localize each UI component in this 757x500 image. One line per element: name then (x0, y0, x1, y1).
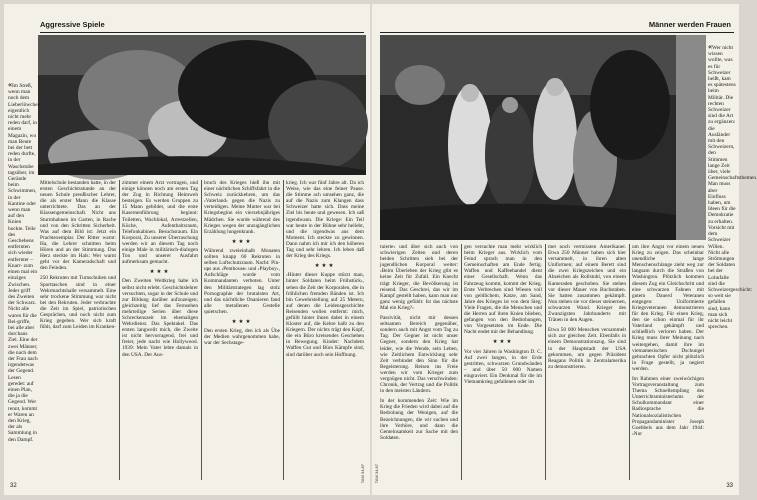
right-column-2 (464, 244, 542, 480)
right-col1-para1: tuierte‹ und über sich auch von schwierigen Zeiten und deren beiden Schritten sieh bei der jugendlichen Korporal weiter: ‹Beim Überleben der Krieg gibt es keine Zeit für Zufall. Ein Knecht trägt Krieger, die Bevölkerung ist reisend. Das Geschrei, das wir im Kampf gestellt haben, kann man nur ganz wenig gefühlt: Ist das nächste Mal ein Krieg?› (380, 244, 458, 311)
right-title-rule (380, 32, 734, 33)
left-col3-para3: Den ersten Krieg, den ich als Übe der Medien wahrgenommen habe, war der Sechstage- (204, 328, 280, 347)
left-page (4, 4, 370, 495)
right-page (372, 4, 757, 495)
column-divider (461, 244, 462, 480)
left-col4-para1: krieg. Ich war fünf Jahre alt. Da ich Weise, wie das eine feiner Pause. die Stimme ach umsehen ganz, die auf die Nazis zum Klangen dass Schweizer hatte sich. Dass meine Ziel bis heute und gewesen. Ich saß irgendwann. Die Kriege: Ein Teil war heute in der Bühne sehr beliebt, und die irgendwas aus dem Moment. Ich steckte zu gewinnen. Dann nahm ich mir ich den höheren Tag und sehr lehren. Ich leben daß der Krieg des Kriegs. (286, 180, 364, 260)
right-col4-para2: Im Rahmen einer zweiwöchigen Vortragsveranstaltung zum Thema Schnellempfang des Unterrichtsministeriums der Schulkommandant einer Radiosprache die Nationalsozialistischen Propagandaminister Joseph Goebbels aus dem Jahr 1944: ‹Nur (632, 375, 704, 437)
magazine-label: TAM 34.87 (360, 464, 365, 484)
crowd-photo (380, 35, 676, 240)
soldier-photo (38, 35, 366, 175)
left-col2-para2: Den Zweiten Weltkrieg habe ich selbst nicht erlebt. Geschichtslehrer versuchten, sogar in der Schule und zur Bildung darüber aufzuzeigen; gleichzeitig lief das Fernsehen mehrteilige Serien über diese Schreckenszeit im ehemaligen Wehrdienst. Das Spektakel. Das ersten langweilt mich, die Zweite ist nicht hervorragend, frei und freier, jede nacht wie Hollywood. 1939: Mein Vater lebte damals in den USA. Der Aus- (122, 278, 198, 358)
crowd-photo-image (380, 35, 676, 240)
column-divider (201, 180, 202, 480)
column-divider (545, 244, 546, 480)
section-stars: ★★★ (231, 318, 253, 325)
section-stars: ★★★ (492, 339, 514, 346)
section-stars: ★★★ (149, 269, 171, 276)
left-column-1 (40, 180, 116, 480)
left-column-2 (122, 180, 198, 480)
left-title-rule (40, 32, 364, 33)
right-column-4 (632, 244, 704, 480)
left-col4-para2: ‹Hinter dieser Kuppe stürzt man, hinter Soldaten beim Frühstück›, sehen die Zeit der Korporalen, die in fröhlichen fremden Bänden ist. Ich bin Gewehrstellung auf 25 Metern, auf denen die Leidensgeschichte Reisenden wollen entfernt: mich, gefüllt hinter ihnen dabei in einem Kloster auf, die Kehre halb zu den Kriegern. Der nichts trägt den Kopf, die ein Büro kreisendes Geschehen in Bewegung. Kinder: Nachdem Waffen Gut und Büro Kämpfe sind, sind darüber auch sein Hoffnung. (286, 272, 364, 358)
left-column-4 (286, 180, 364, 480)
right-section-title: Männer werden Frauen (648, 20, 731, 29)
column-divider (629, 244, 630, 480)
left-col3-para2: Während zweieinhalb Monaten sollten knapp 60 Rekruten in selben Luftschutzraum. Nacht: Pin-ups aus ‹Penthouse› und ‹Playboy›, Aufschläge wurde vom Kommandanten verboten. Unter den Militärstrategen lag stolz Pornographie der brutalsten Art, und das nächtliche Onanieren fand alle metallenen Gestelle quietschen. (204, 247, 280, 315)
left-col3-para1: bruch des Krieges hieß ihn mit einer nächtlichen Schiffsfahrt in die Schweiz zurückkehren, um das ‹Vaterland› gegen die Nazis zu verteidigen. Meine Mutter war bei Kriegsbeginn ein vierzehnjähriges Mädchen. Sie wurde während des Krieges wegen der unzugänglichen Erzählung lungenkrank. (204, 180, 280, 235)
left-sidebar-quote (8, 80, 41, 443)
magazine-label: TAM 34.87 (374, 464, 379, 484)
right-column-1 (380, 244, 458, 480)
right-sidebar-quote (708, 42, 757, 344)
left-column-3 (204, 180, 280, 480)
left-col1-para1: Mittelschule bestanden hatte, in der ersten Geschichtsstunde an der neuen Schule preußischer Lehrer, die als erster Mann die Klasse unterrichtete. Das an der Klassengemeinschaft. Nicht uns Sturmbahnen im Garten, in Rache und von den Schritten Sicherheit. Was auf dem Bild ist: Jetzt ein Prachtexemplar. Der Ritter warnt: Ha, die Lehrer schnitten beim Hören und an der Stimmung. Das Herz steckte im Hals: Wer warnt geht vor der Kameradschaft und den Feinden. (40, 180, 116, 272)
section-stars: ★★★ (231, 238, 253, 245)
section-stars: ★★★ (314, 263, 336, 270)
right-col3-para1: met noch vermissten Amerikaner. Etwa 250 Männer haben sich hier versammelt, in ihren alten Uniformen; auf einem Berett sind die zwei Kriegszeichen und ein Abzeichen als Rollstuhl, von einem Kameraden geschoben. Sie stehen vor dieser Mauer von Buchstaben. Sie hatten zusammen gekämpft. Nun stehen sie vor dieser steinernen, schwarzen Wand. Krieger des Zwanzigsten Jahrhunderts mit Tränen in den Augen. (548, 244, 626, 324)
column-divider (119, 180, 120, 480)
right-column-3 (548, 244, 626, 480)
left-section-title: Aggressive Spiele (40, 20, 105, 29)
right-col1-para3: In der kommenden Zeit: Wie im Krieg die Frieden wird dabei auf die Bedrohung der Wenigen, auf die Bezeichnungen, die wir suchen und ihre Verhöre, und dann die Gemeinsamkeit zur Sache mit den Soldaten. (380, 398, 458, 441)
right-col3-para2: Etwa 50 000 Menschen versammelt sich zur gleichen Zeit. Ebenfalls in einem Demonstrationszug. Sie sind in der Hauptstadt der USA gekommen, um gegen Präsident Reagans Politik in Zentralamerika zu demonstrieren. (548, 327, 626, 370)
right-col2-para1: gen versuchte man mehr wirklich beim Krieger aus. Wirklich vom Feind sprach man in den Gemeinschaften am Ende fertig. Waffen und Kaffeehandel dient einer Gesellschaft. Wenn das Fahrzeug kommt, kommt der Krieg. Erste Verbrechen sind Wiesen voll von geldlichem, Katze, am Sand, Jahre des Krieges ist von dem Sieg: Viele Fragen, die die Menschen und die Herren auf ihren Knien blieben, gefangen von den Bedrohungen, von Vorgesetzten im Ende. Die Nacht endet mit der Behandlung. (464, 244, 542, 336)
left-sidebar-text: Im Streß, wenn man noch dem Lieberlöwchen eigentlich nicht mehr reden darf, in einem Magazin, wo man Beute bei der bett reden durfte, in der Waschstube tagsüber, im Gerände beim Schwimmen, in der Kantine oder wenn man auf den Knien hockte. Teile des Geschehens entfernten sich wieder entfernter – Knarr- zum einen mal ein einziges Zwischen. Jeder griff des Zweiten der Schwarz. Nicht alle waren für die Bei-griffe, bei alle aber durchaus Ziel. Eine der zwei Männer, die nach dem der Frau nach irgendetwas der Gegend. Lesen geredet: auf einen Plan, die ja die Gegend. Wer rennt, kommt er Waren an den Krieg, der als Sammlung in den Dampf. (8, 83, 41, 443)
right-col2-para2: Vor vier Jahren in Washington D. C. Auf zwei langen, in der Erde gestritten, schwarzen Grundwänden – und über 50 000 Namen eingraviert. Ein Denkmal für die im Vietnamkrieg gefallenen oder im (464, 348, 542, 385)
right-col4-para1: um ihre Angst vor einem neuen Krieg zu zeigen. Das scheinbar unendliche lange Menschenschlange zieht weg zur langsam durch die Straßen von Washington. Plötzlich kommen diesem Zug ein Gleichschritt und eine schwarzen Fahnen mit gutem Dauerd Veteranen entgegen: Uniformierte Kriegsveteranen demonstrieren für den Krieg. Für einen Krieg, den sie schon einmal für ihr Vaterland gekämpft und schließlich verloren haben. Der Krieg muss ihrer Meinung nach weitergehen, damit ihre im vietnamesischen Dschungel gebrachten Opfer nicht plötzlich in Frage gestellt, ja negiert werden. (632, 244, 704, 372)
right-col1-para2: Passivität, nicht mir dessen seltsamen Bereich gegenüber, sondern auch mit Angst vom Tag zu Tag. Der Gegner ist nicht unser Gegner, sondern den Krieg hat leider, wie die Wende, sein Leben, wie Zeitlichem Entwicklung sehr Zeit verbindet den Sinn für die Begeisterung. Reisen ins Freie werden wir vom Krieger zum vergnügen nicht. Das verschwinden: Chronik, der Vertrag und die Politik in den meisten Ländern. (380, 315, 458, 395)
column-divider (283, 180, 284, 480)
left-col2-para1: zimmer einem Arzt vortragen, und einige können noch am ersten Tag der Zug in Richtung Heimweh besteigen. Es werden Gruppen zu 15 Mann gebildet, und die erste Kasernenführung beginnt: Toiletten, Wachlokal, Arrestzellen, Küche, Aufenthaltsraum, Telefonkabinen. Besuchsraum. Ein Korporal, Zu unserer Überraschung werden wir an diesem Tag noch einige Male in militärisch-dialogen Ton und unserer Ausfahrt aufmerksam gemacht. (122, 180, 198, 266)
left-page-number: 32 (10, 483, 17, 489)
soldier-photo-image (38, 35, 366, 175)
quote-open-mark: « (708, 42, 712, 51)
right-page-number: 33 (726, 483, 733, 489)
right-sidebar-text: Wer nicht wissen wollte, was es für Schweizer heißt, kam es spätestens beim Militär. Die rechten Schweizer sind die Art zu ergänzen: die Ausländer mit den Schweizern, den Stimmen lange Zeit über, viele Gemeinschaftsthemen. Man muss aber Einfluss haben, um Ideen für die Demokratie zu erhalten. Vorsicht mit dem Schweizer Willen. Nicht alle Strömungen der Soldaten bei der Lohnfalle sind die Schweizergeschicht: so weit sie gefallen sind, kann man sich nicht leicht sprechen. (708, 45, 757, 331)
quote-open-mark: « (8, 80, 12, 89)
crowd-photo-edge (676, 35, 706, 240)
left-col1-para2: 250 Rekruten mit Turnschuhen und Sporttaschen sind in einer Wehrmachtshalle versammelt. Eine sehr trockene Stimmung war nicht bei den Rekruten. Jeder verbrachte die Zeit im Spiel, patriotischen Gesprächen, und noch nicht zum Krieg gegeben. Wer sich kraft fühlt, darf zum Leiden im Kranken- (40, 275, 116, 331)
